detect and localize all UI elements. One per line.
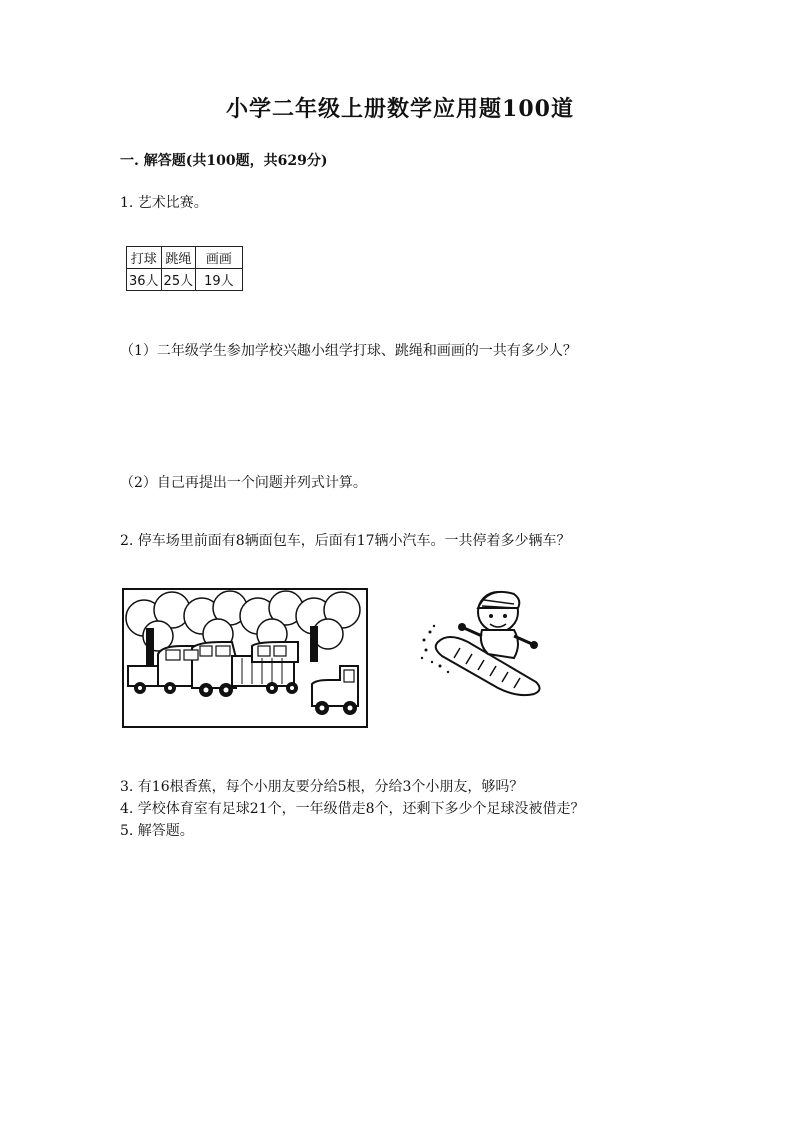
question-2: 2. 停车场里前面有8辆面包车，后面有17辆小汽车。一共停着多少辆车？: [120, 533, 571, 549]
parking-lot-illustration: [122, 588, 368, 728]
snowboarder-illustration: [418, 582, 550, 700]
table-header-cell: 打球: [127, 247, 162, 269]
page-title: 小学二年级上册数学应用题100道: [226, 96, 574, 122]
question-5: 5. 解答题。: [120, 823, 194, 839]
question-1-part-1: （1）二年级学生参加学校兴趣小组学打球、跳绳和画画的一共有多少人？: [120, 343, 577, 359]
table-header-cell: 跳绳: [161, 247, 196, 269]
question-1: 1. 艺术比赛。: [120, 195, 208, 211]
table-header-row: [127, 247, 243, 269]
section-heading: 一. 解答题(共100题，共629分): [120, 153, 328, 169]
art-contest-table: [126, 246, 243, 291]
table-cell: 19人: [196, 269, 243, 291]
question-4: 4. 学校体育室有足球21个，一年级借走8个，还剩下多少个足球没被借走？: [120, 801, 585, 817]
table-row: [127, 269, 243, 291]
table-cell: 25人: [161, 269, 196, 291]
table-header-cell: 画画: [196, 247, 243, 269]
question-1-part-2: （2）自己再提出一个问题并列式计算。: [120, 475, 367, 491]
table-cell: 36人: [127, 269, 162, 291]
question-3: 3. 有16根香蕉，每个小朋友要分给5根，分给3个小朋友，够吗？: [120, 779, 524, 795]
